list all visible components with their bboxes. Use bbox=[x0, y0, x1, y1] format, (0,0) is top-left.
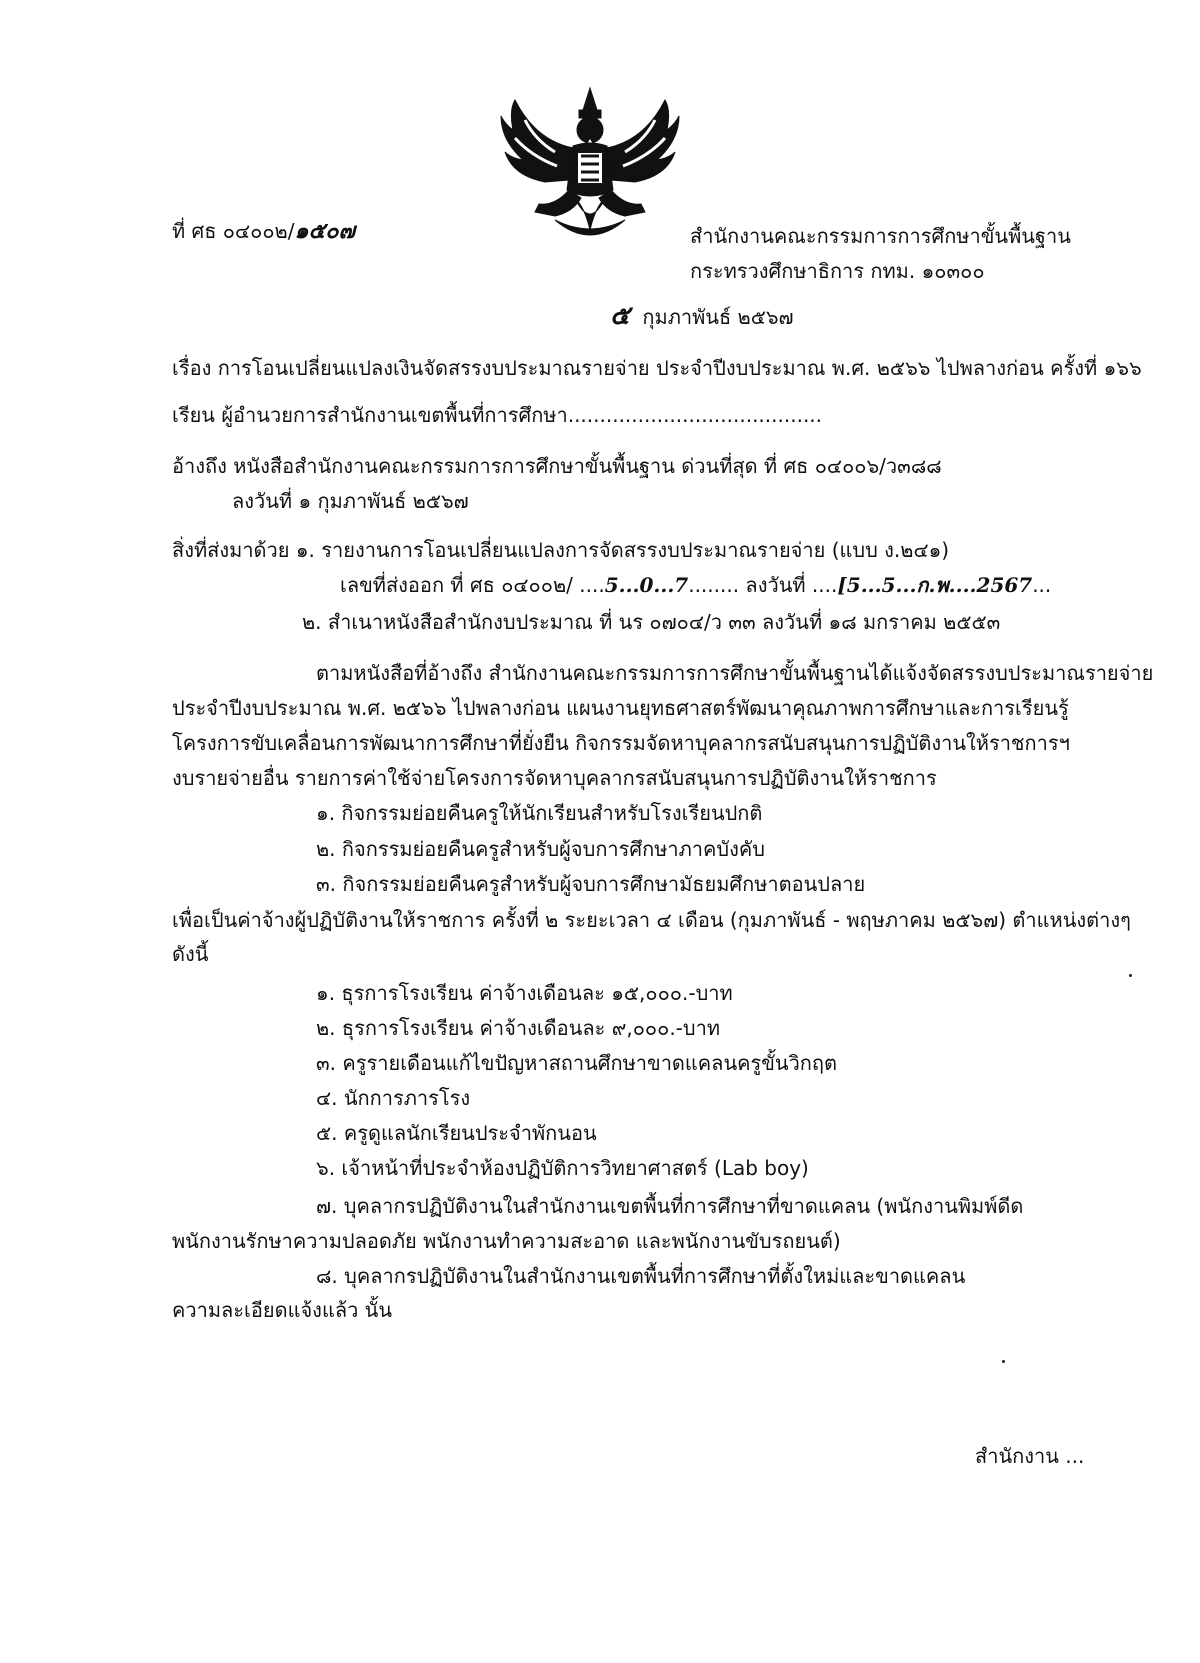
document-number-prefix: ที่ ศธ ๐๔๐๐๒/ bbox=[172, 219, 295, 243]
enclosure-number-handwritten: 5...0...7 bbox=[604, 573, 689, 597]
enclosure-line-end: ... bbox=[1032, 573, 1052, 597]
activity-item: ๒. กิจกรรมย่อยคืนครูสำหรับผู้จบการศึกษาภาคบังคับ bbox=[316, 837, 765, 861]
enclosure-number-prefix: เลขที่ส่งออก ที่ ศธ ๐๔๐๐๒/ .... bbox=[340, 573, 605, 597]
body-paragraph-2-line-2: ดังนี้ bbox=[172, 942, 209, 966]
body-paragraph-2-line-1: เพื่อเป็นค่าจ้างผู้ปฏิบัติงานให้ราชการ ครั้งที่ ๒ ระยะเวลา ๔ เดือน (กุมภาพันธ์ - พฤษภาคม ๒๕๖๗) ตำแหน่งต่างๆ bbox=[172, 908, 1131, 932]
position-item-7-line-1: ๗. บุคลากรปฏิบัติงานในสำนักงานเขตพื้นที่การศึกษาที่ขาดแคลน (พนักงานพิมพ์ดีด bbox=[316, 1194, 1024, 1218]
date-month-year: กุมภาพันธ์ ๒๕๖๗ bbox=[642, 305, 794, 329]
body-paragraph-1-line-3: โครงการขับเคลื่อนการพัฒนาการศึกษาที่ยั่งยืน กิจกรรมจัดหาบุคลากรสนับสนุนการปฏิบัติงานให้ราชการฯ bbox=[172, 731, 1070, 755]
subject-line: เรื่อง การโอนเปลี่ยนแปลงเงินจัดสรรงบประมาณรายจ่าย ประจำปีงบประมาณ พ.ศ. ๒๕๖๖ ไปพลางก่อน ครั้งที่ ๑๖๖ bbox=[172, 356, 1142, 380]
office-address: กระทรวงศึกษาธิการ กทม. ๑๐๓๐๐ bbox=[690, 259, 985, 283]
continuation-note: สำนักงาน ... bbox=[975, 1444, 1085, 1468]
enclosure-line-3: ๒. สำเนาหนังสือสำนักงบประมาณ ที่ นร ๐๗๐๔/ว ๓๓ ลงวันที่ ๑๘ มกราคม ๒๕๕๓ bbox=[302, 610, 1001, 634]
garuda-emblem-icon bbox=[495, 80, 685, 250]
reference-line-1: อ้างถึง หนังสือสำนักงานคณะกรรมการการศึกษาขั้นพื้นฐาน ด่วนที่สุด ที่ ศธ ๐๔๐๐๖/ว๓๘๘ bbox=[172, 454, 942, 478]
enclosure-line-2 bbox=[340, 572, 1051, 598]
closing-line: ความละเอียดแจ้งแล้ว นั้น bbox=[172, 1298, 393, 1322]
document-date bbox=[610, 303, 794, 330]
date-handwritten-day: ๕ bbox=[610, 301, 630, 331]
document-number bbox=[172, 218, 355, 244]
activity-item: ๑. กิจกรรมย่อยคืนครูให้นักเรียนสำหรับโรงเรียนปกติ bbox=[316, 801, 763, 825]
body-paragraph-1-line-4: งบรายจ่ายอื่น รายการค่าใช้จ่ายโครงการจัดหาบุคลากรสนับสนุนการปฏิบัติงานให้ราชการ bbox=[172, 766, 937, 790]
position-item: ๑. ธุรการโรงเรียน ค่าจ้างเดือนละ ๑๕,๐๐๐.-บาท bbox=[316, 981, 733, 1005]
position-item: ๕. ครูดูแลนักเรียนประจำพักนอน bbox=[316, 1121, 597, 1145]
scan-speck bbox=[1002, 1360, 1005, 1363]
position-item: ๓. ครูรายเดือนแก้ไขปัญหาสถานศึกษาขาดแคลนครูขั้นวิกฤต bbox=[316, 1051, 838, 1075]
enclosure-date-label: ........ ลงวันที่ .... bbox=[688, 573, 838, 597]
position-item-7-line-2: พนักงานรักษาความปลอดภัย พนักงานทำความสะอาด และพนักงานขับรถยนต์) bbox=[172, 1229, 841, 1253]
reference-line-2: ลงวันที่ ๑ กุมภาพันธ์ ๒๕๖๗ bbox=[232, 489, 469, 513]
position-item: ๖. เจ้าหน้าที่ประจำห้องปฏิบัติการวิทยาศาสตร์ (Lab boy) bbox=[316, 1156, 809, 1180]
body-paragraph-1-line-2: ประจำปีงบประมาณ พ.ศ. ๒๕๖๖ ไปพลางก่อน แผนงานยุทธศาสตร์พัฒนาคุณภาพการศึกษาและการเรียนรู้ bbox=[172, 696, 1069, 720]
position-item: ๔. นักการภารโรง bbox=[316, 1086, 471, 1110]
enclosure-line-1: สิ่งที่ส่งมาด้วย ๑. รายงานการโอนเปลี่ยนแปลงการจัดสรรงบประมาณรายจ่าย (แบบ ง.๒๔๑) bbox=[172, 538, 950, 562]
position-item: ๒. ธุรการโรงเรียน ค่าจ้างเดือนละ ๙,๐๐๐.-บาท bbox=[316, 1016, 721, 1040]
recipient-line: เรียน ผู้อำนวยการสำนักงานเขตพื้นที่การศึกษา........................................ bbox=[172, 403, 823, 427]
position-item-8: ๘. บุคลากรปฏิบัติงานในสำนักงานเขตพื้นที่การศึกษาที่ตั้งใหม่และขาดแคลน bbox=[316, 1264, 966, 1288]
enclosure-date-stamp: [5...5...ก.พ....2567 bbox=[837, 573, 1033, 597]
document-number-handwritten: ๑๕๐๗ bbox=[294, 218, 356, 244]
body-paragraph-1-line-1: ตามหนังสือที่อ้างถึง สำนักงานคณะกรรมการการศึกษาขั้นพื้นฐานได้แจ้งจัดสรรงบประมาณรายจ่าย bbox=[316, 661, 1154, 685]
office-name: สำนักงานคณะกรรมการการศึกษาขั้นพื้นฐาน bbox=[690, 224, 1071, 248]
scan-speck bbox=[1129, 974, 1132, 977]
activity-item: ๓. กิจกรรมย่อยคืนครูสำหรับผู้จบการศึกษามัธยมศึกษาตอนปลาย bbox=[316, 872, 866, 896]
